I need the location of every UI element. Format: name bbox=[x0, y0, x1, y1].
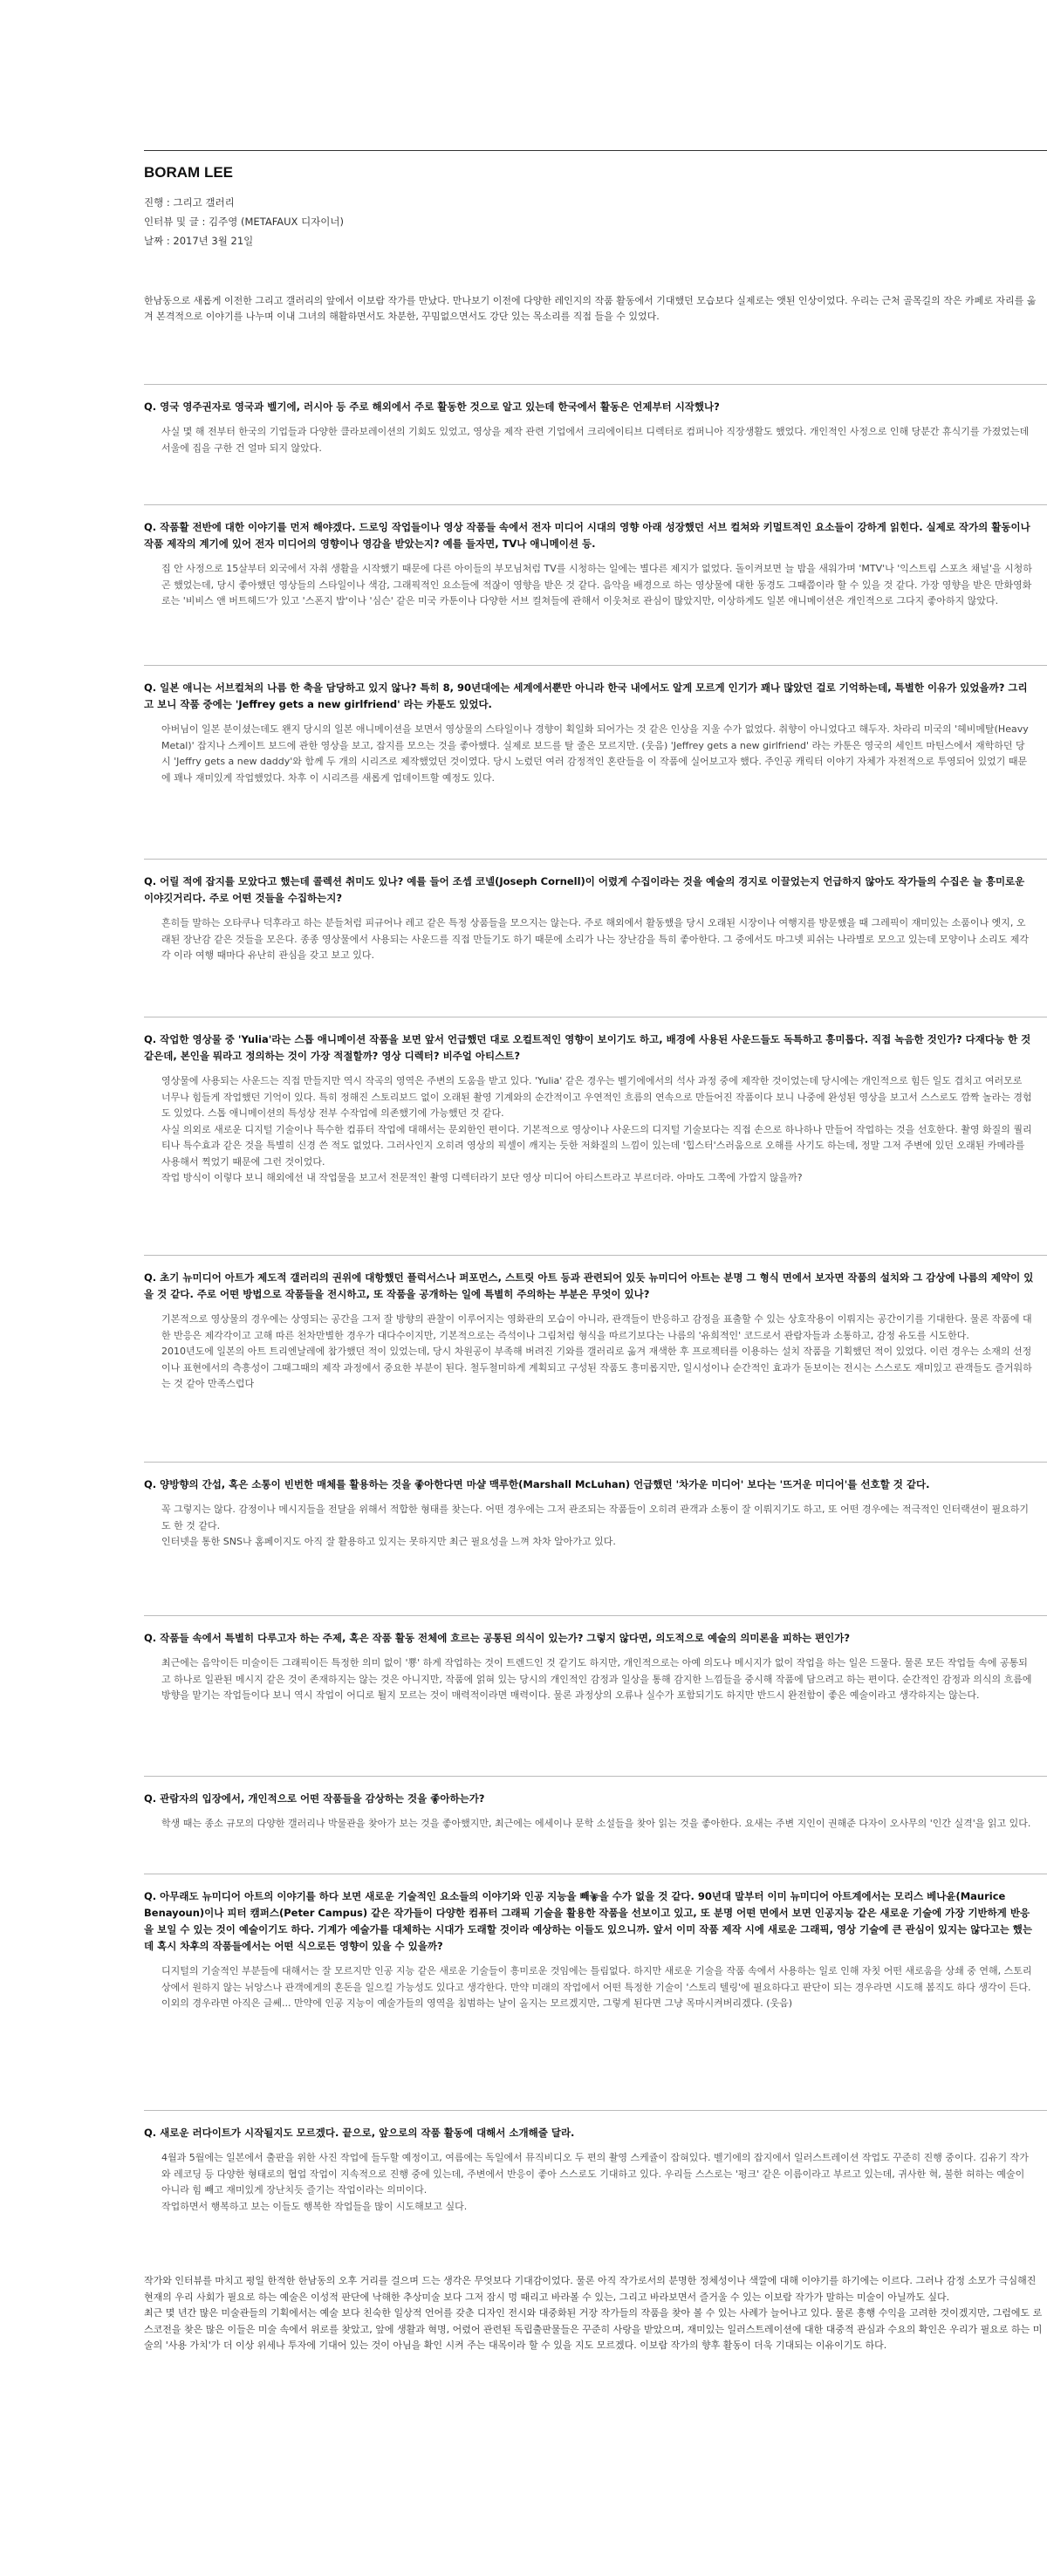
qa-section-10 bbox=[144, 1874, 1047, 2012]
top-divider bbox=[144, 150, 1047, 151]
artist-name: BORAM LEE bbox=[144, 164, 233, 181]
answer: 흔히들 말하는 오타쿠나 덕후라고 하는 분들처럼 피규어나 레고 같은 특정 상품들을 모으지는 않는다. 주로 해외에서 활동했을 당시 오래된 시장이나 여행지를 방문했을 때 그레픽이 재미있는 소품이나 옛지, 오래된 장난감 같은 것들을 모은다. 종종 영상물에서 사용되는 사운드를 직접 만들기도 하기 때문에 소리가 나는 장난감을 특히 좋아한다. 그 중에서도 마그넷 피쉬는 나라별로 모으고 있는데 모양이나 소리도 제각각 이라 여행 때마다 유난히 관심을 갖고 보고 있다. bbox=[161, 917, 1029, 961]
question: Q. 아무래도 뉴미디어 아트의 이야기를 하다 보면 새로운 기술적인 요소들의 이야기와 인공 지능을 빼놓을 수가 없을 것 같다. 90년대 말부터 이미 뉴미디어 아트계에서는 모리스 베나윤(Maurice Benayoun)이나 피터 캠퍼스(Peter Campus) 같은 작가들이 다양한 컴퓨터 그래픽 기술을 활용한 작품을 선보이고 있고, 또 분명 어떤 면에서 보면 인공지능 같은 새로운 기술에 가장 기반하게 반응을 보일 수 있는 것이 예술이기도 하다. 기계가 예술가를 대체하는 시대가 도래할 것이라 예상하는 이들도 있으니까. 앞서 이미 작품 제작 시에 새로운 그래픽, 영상 기술에 큰 관심이 있지는 않다고는 했는데 혹시 차후의 작품들에서는 어떤 식으로든 영향이 있을 수 있을까? bbox=[144, 1890, 1032, 1952]
question: Q. 작품활 전반에 대한 이야기를 먼저 해야겠다. 드로잉 작업들이나 영상 작품들 속에서 전자 미디어 시대의 영향 아래 성장했던 서브 컬쳐와 키멀트적인 요소들이 강하게 읽힌다. 실제로 작가의 활동이나 작품 제작의 계기에 있어 전자 미디어의 영향이나 영감을 받았는지? 예를 들자면, TV나 애니메이션 등. bbox=[144, 521, 1030, 550]
question: Q. 양방향의 간섭, 혹은 소통이 빈번한 매체를 활용하는 것을 좋아한다면 마샬 맥루한(Marshall McLuhan) 언급했던 '차가운 미디어' 보다는 '뜨거운 미디어'를 선호할 것 같다. bbox=[144, 1478, 930, 1490]
question: Q. 관람자의 입장에서, 개인적으로 어떤 작품들을 감상하는 것을 좋아하는가? bbox=[144, 1792, 485, 1805]
answer: 꼭 그렇지는 않다. 감정이나 메시지들을 전달을 위해서 적합한 형태를 찾는다. 어떤 경우에는 그저 관조되는 작품들이 오히려 관객과 소통이 잘 이뤄지기도 하고, 또 어떤 경우에는 적극적인 인터랙션이 필요하기도 한 것 같다. 인터넷을 통한 SNS나 홈페이지도 아직 잘 활용하고 있지는 못하지만 최근 필요성을 느껴 차차 알아가고 있다. bbox=[161, 1504, 1029, 1547]
question: Q. 초기 뉴미디어 아트가 제도적 갤러리의 권위에 대항했던 플럭서스나 퍼포먼스, 스트릿 아트 등과 관련되어 있듯 뉴미디어 아트는 분명 그 형식 면에서 보자면 작품의 설치와 그 감상에 나름의 제약이 있을 것 같다. 주로 어떤 방법으로 작품들을 전시하고, 또 작품을 공개하는 일에 특별히 주의하는 부분은 무엇이 있나? bbox=[144, 1271, 1034, 1300]
qa-section-2 bbox=[144, 504, 1047, 610]
qa-section-5 bbox=[144, 1017, 1047, 1187]
answer: 디지털의 기술적인 부분들에 대해서는 잘 모르지만 인공 지능 같은 새로운 기술들이 흥미로운 것임에는 틀림없다. 하지만 새로운 기술을 작품 속에서 사용하는 일로 인해 자칫 어떤 새로움을 상쇄 중 연해, 스토리 상에서 원하지 않는 뉘앙스나 관객에게의 혼돈을 일으킬 가능성도 있다고 생각한다. 만약 미래의 작업에서 어떤 특정한 기술이 '스토리 텔링'에 필요하다고 판단이 되는 경우라면 시도해 봄직도 하다 생각이 든다. 이외의 경우라면 아직은 글쎄... 만약에 인공 지능이 예술가들의 영역을 침범하는 날이 올지는 모르겠지만, 그렇게 된다면 그냥 목마시켜버리겠다. (웃음) bbox=[161, 1965, 1032, 2009]
qa-section-1 bbox=[144, 384, 1047, 456]
section-divider bbox=[144, 384, 1047, 385]
question: Q. 새로운 러다이트가 시작될지도 모르겠다. 끝으로, 앞으로의 작품 활동에 대해서 소개해줄 달라. bbox=[144, 2127, 575, 2139]
qa-section-7 bbox=[144, 1462, 1047, 1551]
answer: 영상물에 사용되는 사운드는 직접 만들지만 역시 작곡의 영역은 주변의 도움을 받고 있다. 'Yulia' 같은 경우는 벨기에에서의 석사 과정 중에 제작한 것이었는데 당시에는 개인적으로 힘든 일도 겹치고 여러모로 너무나 힘들게 작업했던 기억이 있다. 특히 정해진 스토리보드 없이 오래된 촬영 기계와의 순간적이고 우연적인 흐름의 연속으로 만들어진 작품이다 보니 나중에 완성된 영상을 보고서 스스로도 깜짝 놀라는 경험도 있었다. 스톱 애니메이션의 특성상 전부 수작업에 의존했기에 가능했던 것 같다. 사실 의외로 새로운 디지털 기술이나 특수한 컴퓨터 작업에 대해서는 문외한인 편이다. 기본적으로 영상이나 사운드의 디지털 기술보다는 직접 손으로 하나하나 만들어 작업하는 것을 선호한다. 촬영 화질의 퀄리티나 특수효과 같은 것을 특별히 신경 쓴 적도 없었다. 그러사인지 오히려 영상의 픽셀이 깨지는 듯한 저화질의 느낌이 있는데 '힙스터'스러움으로 오해를 사기도 하는데, 정말 그저 주변에 있던 오래된 카메라를 사용해서 찍었기 때문에 그런 것이었다. 작업 방식이 이렇다 보니 해외에선 내 작업물을 보고서 전문적인 촬영 디렉터라기 보단 영상 미디어 아티스트라고 부르더라. 아마도 그쪽에 가깝지 않을까? bbox=[161, 1075, 1032, 1183]
question: Q. 작업한 영상물 중 'Yulia'라는 스톱 애니메이션 작품을 보면 앞서 언급했던 대로 오컬트적인 영향이 보이기도 하고, 배경에 사용된 사운드들도 독특하고 흥미롭다. 직접 녹음한 것인가? 다재다능 한 것 같은데, 본인을 뭐라고 정의하는 것이 가장 적절할까? 영상 디렉터? 비주얼 아티스트? bbox=[144, 1033, 1031, 1062]
meta-host: 진행 : 그리고 갤러리 bbox=[144, 196, 235, 209]
qa-section-6 bbox=[144, 1255, 1047, 1393]
section-divider bbox=[144, 504, 1047, 505]
section-divider bbox=[144, 2110, 1047, 2111]
answer: 아버님이 일본 분이셨는데도 왠지 당시의 일본 애니메이션을 보면서 영상물의 스타일이나 경향이 획일화 되어가는 것 같은 인상을 지울 수가 없었다. 취향이 아니었다고 해두자. 차라리 미국의 '헤비메탈(Heavy Metal)' 잡지나 스케이트 보드에 관한 영상을 보고, 잡지를 모으는 것을 좋아했다. 실제로 보드를 탈 줄은 모르지만. (웃음) 'Jeffrey gets a new girlfriend' 라는 카툰은 영국의 세인트 마틴스에서 재학하던 당시 'Jeffry gets a new daddy'와 함께 두 개의 시리즈로 제작했었던 것이였다. 당시 노렸던 여러 감정적인 혼란들을 이 작품에 실어보고자 했다. 주인공 캐릭터 이야기 자체가 자전적으로 투영되어 있었기 때문에 꽤나 재미있게 작업했었다. 차후 이 시리즈를 새롭게 업데이트할 예정도 있다. bbox=[161, 723, 1029, 784]
meta-date: 날짜 : 2017년 3월 21일 bbox=[144, 235, 254, 247]
question: Q. 일본 애니는 서브컬쳐의 나름 한 축을 담당하고 있지 않나? 특히 8, 90년대에는 세계에서뿐만 아니라 한국 내에서도 알게 모르게 인기가 꽤나 많았던 걸로 기억하는데, 특별한 이유가 있었을까? 그리고 보니 작품 중에는 'Jeffrey gets a new girlfriend' 라는 카툰도 있었다. bbox=[144, 682, 1028, 710]
section-divider bbox=[144, 1615, 1047, 1616]
answer: 기본적으로 영상물의 경우에는 상영되는 공간을 그저 잘 방향의 관찰이 이루어지는 영화관의 모습이 아니라, 관객들이 반응하고 감정을 표출할 수 있는 상호작용이 이뤄지는 공간이기를 기대한다. 물론 작품에 대한 반응은 제각각이고 고해 따른 천차만별한 경우가 대다수이지만, 기본적으로는 즉석이나 그림처럼 형식을 따르기보다는 나름의 '유희적인' 코드로서 관람자들과 소통하고, 감정 유도를 시도한다. 2010년도에 일본의 아트 트리엔날레에 참가했던 적이 있었는데, 당시 차원공이 부족해 버려진 기와를 갤러리로 옮겨 재색한 후 프로젝터를 이용하는 설치 작품을 기획했던 적이 있었다. 이런 경우는 소재의 선정이나 표현에서의 측흥성이 그때그때의 제작 과정에서 중요한 부분이 된다. 철두철미하게 계획되고 구성된 작품도 흥미롭지만, 일시성이나 순간적인 효과가 돋보이는 전시는 스스로도 재미있고 관객들도 즐거워하는 것 같아 만족스럽다 bbox=[161, 1313, 1032, 1389]
section-divider bbox=[144, 859, 1047, 860]
answer: 집 안 사정으로 15살부터 외국에서 자취 생활을 시작했기 때문에 다른 아이들의 부모님처럼 TV를 시청하는 일에는 별다른 제지가 없었다. 돌이켜보면 늘 밤을 새워가며 'MTV'나 '익스트림 스포츠 채널'을 시청하곤 했었는데, 당시 좋아했던 영상들의 스타일이나 색감, 그래픽적인 요소들에 적잖이 영향을 받은 것 같다. 음악을 배경으로 하는 영상물에 대한 동경도 그때쯤이라 할 수 있을 것 같다. 가장 영향을 받은 만화영화로는 '비비스 앤 버트헤드'가 있고 '스폰지 밥'이나 '심슨' 같은 미국 카툰이나 다양한 서브 컬쳐들에 관해서 이웃처로 관심이 많았지만, 이상하게도 일본 애니메이션은 개인적으로 그다지 좋아하지 않았다. bbox=[161, 563, 1032, 606]
question: Q. 어릴 적에 잡지를 모았다고 했는데 콜렉션 취미도 있나? 예를 들어 조셉 코넬(Joseph Cornell)이 어렸게 수집이라는 것을 예술의 경지로 이끌었는지 언급하지 않아도 작가들의 수집은 늘 흥미로운 이야깃거리다. 주로 어떤 것들을 수집하는지? bbox=[144, 875, 1025, 904]
qa-section-3 bbox=[144, 665, 1047, 786]
answer: 학생 때는 종소 규모의 다양한 갤러리나 박물관을 찾아가 보는 것을 좋아했지만, 최근에는 에세이나 문학 소설들을 찾아 읽는 것을 좋아한다. 요새는 주변 지인이 권해준 다자이 오사무의 '인간 실격'을 읽고 있다. bbox=[161, 1818, 1031, 1829]
section-divider bbox=[144, 1776, 1047, 1777]
answer: 최근에는 음악이든 미술이든 그래픽이든 특정한 의미 없이 '뿅' 하게 작업하는 것이 트렌드인 것 같기도 하지만, 개인적으로는 아예 의도나 메시지가 없이 작업을 하는 일은 드물다. 물론 모든 작업들 속에 공통되고 하나로 일관된 메시지 같은 것이 존재하지는 않는 것은 아니지만, 작품에 얽혀 있는 당시의 개인적인 감정과 일상을 통해 감지한 느낌들을 중시해 작품에 담으려고 하는 편이다. 순간적인 감정과 의식의 흐름에 방향을 맡기는 작업들이다 보니 역시 작업이 어디로 튈지 모르는 것이 매력적이라면 매력이다. 물론 과정상의 오류나 실수가 포함되기도 하지만 반드시 완전함이 좋은 예술이라고 생각하지는 않는다. bbox=[161, 1657, 1032, 1701]
section-divider bbox=[144, 1462, 1047, 1463]
answer: 4월과 5월에는 일본에서 출판을 위한 사진 작업에 들두할 예정이고, 여름에는 독일에서 뮤직비디오 두 편의 촬영 스케쥴이 잡혀있다. 벨기에의 잡지에서 일러스트레이션 작업도 꾸준히 진행 중이다. 김유기 작가와 레코딩 등 다양한 형태로의 협업 작업이 지속적으로 진행 중에 있는데, 주변에서 반응이 좋아 스스로도 기대하고 있다. 우리들 스스로는 '펑크' 같은 이름이라고 부르고 있는데, 귀사한 혁, 불한 허하는 예술이 아니라 힘 빼고 재미있게 장난치듯 즐기는 작업이라는 의미이다. 작업하면서 행복하고 보는 이들도 행복한 작업들을 많이 시도해보고 싶다. bbox=[161, 2152, 1029, 2212]
question: Q. 작품들 속에서 특별히 다루고자 하는 주제, 혹은 작품 활동 전체에 흐르는 공통된 의식이 있는가? 그렇지 않다면, 의도적으로 예술의 의미론을 피하는 편인가? bbox=[144, 1632, 851, 1644]
qa-section-4 bbox=[144, 859, 1047, 964]
section-divider bbox=[144, 1255, 1047, 1256]
intro-paragraph: 한남동으로 새롭게 이전한 그리고 갤러리의 앞에서 이보람 작가를 만났다. 만나보기 이전에 다양한 레인지의 작품 활동에서 기대했던 모습보다 실제로는 앳된 인상이었다. 우리는 근처 골목길의 작은 카페로 자리를 옮겨 본격적으로 이야기를 나누며 이내 그녀의 해활하면서도 차분한, 꾸밈없으면서도 강단 있는 목소리를 직접 들을 수 있었다. bbox=[144, 295, 1037, 322]
meta-interviewer: 인터뷰 및 글 : 김주영 (METAFAUX 디자이너) bbox=[144, 216, 344, 228]
question: Q. 영국 영주권자로 영국과 벨기에, 러시아 등 주로 해외에서 주로 활동한 것으로 알고 있는데 한국에서 활동은 언제부터 시작했나? bbox=[144, 401, 720, 413]
answer: 사실 몇 해 전부터 한국의 기업들과 다양한 클라보레이션의 기회도 있었고, 영상을 제작 관련 기업에서 크리에이티브 디렉터로 컴퍼니아 직장생활도 했었다. 개인적인 사정으로 인해 당분간 휴식기를 가졌었는데 서울에 집을 구한 건 얼마 되지 않았다. bbox=[161, 426, 1030, 454]
qa-section-9 bbox=[144, 1776, 1047, 1833]
qa-section-8 bbox=[144, 1615, 1047, 1704]
qa-section-11 bbox=[144, 2110, 1047, 2215]
closing-paragraph: 작가와 인터뷰를 마치고 평일 한적한 한남동의 오후 거리를 걸으며 드는 생각은 무엇보다 기대감이었다. 물론 아직 작가로서의 분명한 정체성이나 색깔에 대해 이야기를 하기에는 이르다. 그러나 감정 소모가 극심해진 현재의 우리 사회가 필요로 하는 예술은 이성적 판단에 낙해한 추상미술 보다 그저 잠시 멍 때리고 바라볼 수 있는, 그리고 바라보면서 즐거울 수 있는 이보람 작가가 말하는 미술이 아닐까도 싶다. 최근 몇 년간 많은 미술관들의 기획에서는 예술 보다 친숙한 일상적 언어를 갖춘 디자인 전시와 대중화된 거장 작가들의 작품을 찾아 볼 수 있는 사례가 늘어나고 있다. 물론 흥행 수익을 고려한 것이겠지만, 그럼에도 로스코전을 찾은 많은 이들은 미술 속에서 위로를 찾았고, 앞에 생활과 혁명, 어렸어 관련된 독립출판물들은 꾸준히 사랑을 받았으며, 재미있는 일러스트레이션에 대한 대중적 관심과 수요의 확인은 우리가 필요로 하는 미술의 '사용 가치'가 더 이상 위세나 투자에 기대어 있는 것이 아님을 확인 시켜 주는 대목이라 할 수 있을 지도 모르겠다. 이보람 작가의 향후 활동이 더욱 기대되는 이유이기도 하다. bbox=[144, 2275, 1043, 2351]
section-divider bbox=[144, 665, 1047, 666]
